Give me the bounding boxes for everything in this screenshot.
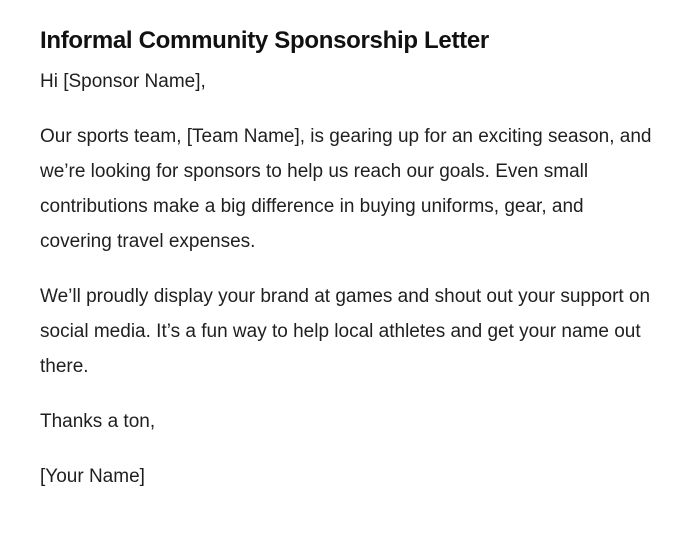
letter-signature: [Your Name] xyxy=(40,466,145,487)
letter-document xyxy=(40,24,660,514)
letter-greeting: Hi [Sponsor Name], xyxy=(40,71,206,92)
letter-title: Informal Community Sponsorship Letter xyxy=(40,27,489,54)
letter-paragraph-benefits: We’ll proudly display your brand at games and shout out your support on social media. It’s a fun way to help local athletes and get your name out there. xyxy=(40,286,651,377)
letter-paragraph-intro: Our sports team, [Team Name], is gearing up for an exciting season, and we’re looking for sponsors to help us reach our goals. Even small contributions make a big difference in buying uniforms, gear, and covering travel expenses. xyxy=(40,126,652,252)
letter-closing: Thanks a ton, xyxy=(40,411,156,432)
